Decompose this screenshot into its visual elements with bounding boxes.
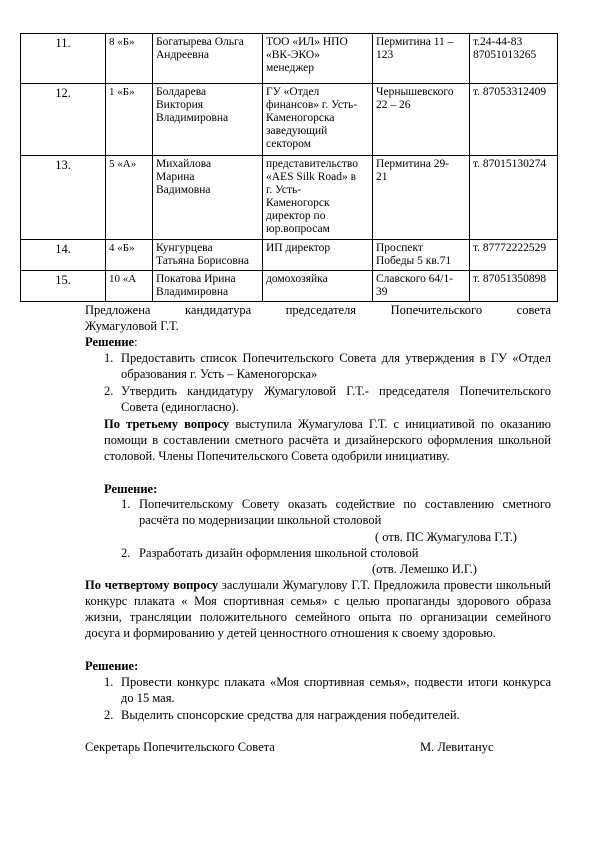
decision-1-item-2: Утвердить кандидатуру Жумагуловой Г.Т.- председателя Попечительского Совета (единогласно). bbox=[121, 384, 551, 414]
row-address: Славского 64/1- 39 bbox=[373, 271, 470, 302]
decision-1-item-1: Предоставить список Попечительского Совета для утверждения в ГУ «Отдел образования г. Усть – Каменогорска» bbox=[121, 351, 551, 381]
row-workplace: ГУ «Отдел финансов» г. Усть- Каменогорска заведующий сектором bbox=[263, 84, 373, 156]
row-phone: т. 87051350898 bbox=[470, 271, 558, 302]
list-number: 2. bbox=[104, 384, 114, 398]
list-number: 2. bbox=[121, 546, 131, 560]
row-address: Пермитина 29- 21 bbox=[373, 156, 470, 240]
decision-2-item-2: Разработать дизайн оформления школьной столовой bbox=[139, 546, 419, 560]
decision-3-item-2: Выделить спонсорские средства для награждения победителей. bbox=[121, 708, 460, 722]
paragraph-question-4 bbox=[85, 577, 551, 641]
row-name: Богатырева Ольга Андреевна bbox=[153, 34, 263, 84]
row-grade: 4 «Б» bbox=[106, 240, 153, 271]
row-workplace: представительство «AES Silk Road» в г. Усть- Каменогорск директор по юр.вопросам bbox=[263, 156, 373, 240]
secretary-name: М. Левитанус bbox=[420, 740, 494, 754]
row-name: Михайлова Марина Вадимовна bbox=[153, 156, 263, 240]
list-number: 1. bbox=[104, 351, 114, 365]
row-number: 11. bbox=[21, 34, 106, 84]
row-grade: 8 «Б» bbox=[106, 34, 153, 84]
candidacy-line-2: Жумагуловой Г.Т. bbox=[85, 319, 179, 333]
decision-2-item-2-responsible: (отв. Лемешко И.Г.) bbox=[372, 562, 477, 576]
question-3-heading: По третьему вопросу bbox=[104, 417, 230, 431]
table-row bbox=[21, 240, 558, 271]
row-name: Кунгурцева Татьяна Борисовна bbox=[153, 240, 263, 271]
table-row bbox=[21, 271, 558, 302]
row-address: Пермитина 11 – 123 bbox=[373, 34, 470, 84]
row-grade: 1 «Б» bbox=[106, 84, 153, 156]
question-3-text: выступила Жумагулова Г.Т. с инициативой по оказанию помощи в составлении сметного расчёта и дизайнерского оформления школьной столовой. Члены Попечительского Совета одобрили инициативу. bbox=[104, 417, 551, 463]
row-number: 12. bbox=[21, 84, 106, 156]
decision-heading-1 bbox=[85, 334, 138, 350]
paragraph-question-3 bbox=[104, 416, 551, 464]
candidacy-line-1: Предложена кандидатура председателя Попечительского совета bbox=[85, 303, 551, 317]
row-name: Покатова Ирина Владимировна bbox=[153, 271, 263, 302]
row-number: 15. bbox=[21, 271, 106, 302]
row-phone: т. 87015130274 bbox=[470, 156, 558, 240]
row-workplace: ТОО «ИЛ» НПО «ВК-ЭКО» менеджер bbox=[263, 34, 373, 84]
row-address: Проспект Победы 5 кв.71 bbox=[373, 240, 470, 271]
decision-heading-2: Решение: bbox=[104, 482, 158, 496]
row-phone: т. 87053312409 bbox=[470, 84, 558, 156]
list-number: 1. bbox=[104, 675, 114, 689]
row-phone: т.24-44-83 87051013265 bbox=[470, 34, 558, 84]
decision-2-item-1: Попечительскому Совету оказать содействие по составлению сметного расчёта по модернизации школьной столовой bbox=[139, 497, 551, 527]
row-grade: 10 «А bbox=[106, 271, 153, 302]
decision-3-item-1: Провести конкурс плаката «Моя спортивная семья», подвести итоги конкурса до 15 мая. bbox=[121, 675, 551, 705]
members-table-body bbox=[21, 34, 558, 302]
decision-2-item-1-responsible: ( отв. ПС Жумагулова Г.Т.) bbox=[375, 530, 517, 544]
list-number: 1. bbox=[121, 497, 131, 511]
list-number: 2. bbox=[104, 708, 114, 722]
row-number: 13. bbox=[21, 156, 106, 240]
row-grade: 5 «А» bbox=[106, 156, 153, 240]
decision-colon: : bbox=[134, 335, 138, 349]
row-address: Чернышевского 22 – 26 bbox=[373, 84, 470, 156]
row-workplace: ИП директор bbox=[263, 240, 373, 271]
row-name: Болдарева Виктория Владимировна bbox=[153, 84, 263, 156]
members-table bbox=[20, 33, 558, 302]
table-row bbox=[21, 84, 558, 156]
row-number: 14. bbox=[21, 240, 106, 271]
table-row bbox=[21, 156, 558, 240]
paragraph-candidacy bbox=[85, 302, 551, 334]
question-4-text: заслушали Жумагулову Г.Т. Предложила провести школьный конкурс плаката « Моя спортивная семья» с целью пропаганды здорового образа жизни, трансляции положительного семейного опыта по организации семейного досуга и формированию у детей ценностного отношения к своему здоровью. bbox=[85, 578, 551, 640]
question-4-heading: По четвертому вопросу bbox=[85, 578, 219, 592]
row-workplace: домохозяйка bbox=[263, 271, 373, 302]
decision-heading-3: Решение: bbox=[85, 659, 139, 673]
table-row bbox=[21, 34, 558, 84]
secretary-label: Секретарь Попечительского Совета bbox=[85, 740, 275, 754]
row-phone: т. 87772222529 bbox=[470, 240, 558, 271]
decision-label: Решение bbox=[85, 335, 135, 349]
